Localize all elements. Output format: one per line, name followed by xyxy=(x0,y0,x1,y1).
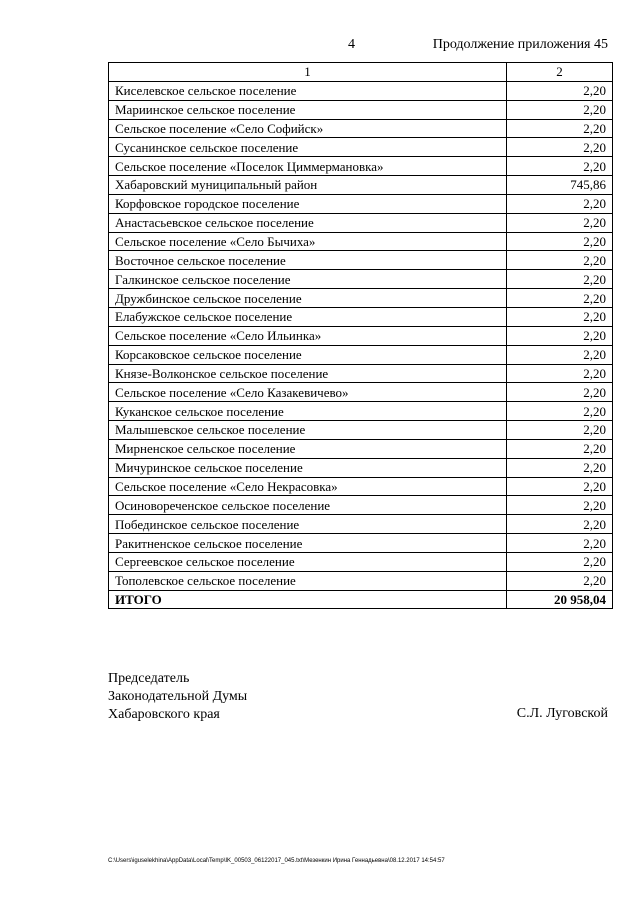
row-name: Киселевское сельское поселение xyxy=(109,81,507,100)
row-value: 2,20 xyxy=(507,364,613,383)
table-row xyxy=(109,326,613,345)
row-value: 2,20 xyxy=(507,119,613,138)
table-row xyxy=(109,100,613,119)
table-row xyxy=(109,383,613,402)
row-name: Тополевское сельское поселение xyxy=(109,571,507,590)
continuation-caption: Продолжение приложения 45 xyxy=(432,37,608,52)
row-name: Мариинское сельское поселение xyxy=(109,100,507,119)
row-name: Сельское поселение «Поселок Циммермановка» xyxy=(109,157,507,176)
row-name: Хабаровский муниципальный район xyxy=(109,176,507,195)
table-row xyxy=(109,232,613,251)
table-row xyxy=(109,213,613,232)
row-value: 2,20 xyxy=(507,515,613,534)
column-header-1: 1 xyxy=(109,63,507,82)
table-row xyxy=(109,194,613,213)
row-value: 2,20 xyxy=(507,100,613,119)
row-name: Сергеевское сельское поселение xyxy=(109,552,507,571)
row-value: 745,86 xyxy=(507,176,613,195)
row-value: 2,20 xyxy=(507,270,613,289)
table-row xyxy=(109,496,613,515)
row-value: 2,20 xyxy=(507,439,613,458)
table-row xyxy=(109,270,613,289)
row-value: 2,20 xyxy=(507,552,613,571)
row-name: Князе-Волконское сельское поселение xyxy=(109,364,507,383)
table-row xyxy=(109,571,613,590)
row-name: Елабужское сельское поселение xyxy=(109,307,507,326)
row-value: 2,20 xyxy=(507,194,613,213)
row-value: 2,20 xyxy=(507,213,613,232)
table-row xyxy=(109,289,613,308)
table-row xyxy=(109,307,613,326)
row-value: 2,20 xyxy=(507,138,613,157)
table-body xyxy=(109,81,613,609)
total-value: 20 958,04 xyxy=(507,590,613,609)
row-name: Корфовское городское поселение xyxy=(109,194,507,213)
row-value: 2,20 xyxy=(507,251,613,270)
table-row xyxy=(109,157,613,176)
table-row xyxy=(109,364,613,383)
row-value: 2,20 xyxy=(507,402,613,421)
row-value: 2,20 xyxy=(507,345,613,364)
signer-name: С.Л. Луговской xyxy=(516,706,608,721)
row-name: Осиновореченское сельское поселение xyxy=(109,496,507,515)
table-row xyxy=(109,534,613,553)
table-header-row xyxy=(109,63,613,82)
page-number: 4 xyxy=(348,37,355,52)
column-header-2: 2 xyxy=(507,63,613,82)
row-value: 2,20 xyxy=(507,477,613,496)
row-value: 2,20 xyxy=(507,232,613,251)
table-row xyxy=(109,552,613,571)
signature-line-2: Законодательной Думы xyxy=(108,689,248,704)
table-row xyxy=(109,421,613,440)
row-name: Сельское поселение «Село Ильинка» xyxy=(109,326,507,345)
row-value: 2,20 xyxy=(507,571,613,590)
allocation-table xyxy=(108,62,613,609)
signature-line-3: Хабаровского края xyxy=(108,707,220,722)
row-name: Малышевское сельское поселение xyxy=(109,421,507,440)
row-name: Сусанинское сельское поселение xyxy=(109,138,507,157)
row-name: Корсаковское сельское поселение xyxy=(109,345,507,364)
row-name: Сельское поселение «Село Софийск» xyxy=(109,119,507,138)
total-row xyxy=(109,590,613,609)
row-name: Мичуринское сельское поселение xyxy=(109,458,507,477)
row-name: Дружбинское сельское поселение xyxy=(109,289,507,308)
row-value: 2,20 xyxy=(507,496,613,515)
table-row xyxy=(109,119,613,138)
row-name: Сельское поселение «Село Некрасовка» xyxy=(109,477,507,496)
row-name: Куканское сельское поселение xyxy=(109,402,507,421)
table-row xyxy=(109,176,613,195)
row-value: 2,20 xyxy=(507,157,613,176)
row-value: 2,20 xyxy=(507,383,613,402)
row-value: 2,20 xyxy=(507,458,613,477)
row-name: Сельское поселение «Село Казакевичево» xyxy=(109,383,507,402)
footer-file-path: C:\Users\iguselekhina\AppData\Local\Temp\IK_00503_06122017_045.txt\Мезенкин Ирина Геннадьевна\08.12.2017 14:54:57 xyxy=(108,858,445,864)
table-row xyxy=(109,345,613,364)
row-value: 2,20 xyxy=(507,326,613,345)
row-value: 2,20 xyxy=(507,289,613,308)
table-row xyxy=(109,81,613,100)
row-value: 2,20 xyxy=(507,307,613,326)
row-name: Ракитненское сельское поселение xyxy=(109,534,507,553)
table-row xyxy=(109,402,613,421)
row-name: Мирненское сельское поселение xyxy=(109,439,507,458)
row-name: Побединское сельское поселение xyxy=(109,515,507,534)
table-row xyxy=(109,439,613,458)
total-label: ИТОГО xyxy=(109,590,507,609)
row-value: 2,20 xyxy=(507,534,613,553)
row-name: Анастасьевское сельское поселение xyxy=(109,213,507,232)
row-name: Восточное сельское поселение xyxy=(109,251,507,270)
table-row xyxy=(109,251,613,270)
row-value: 2,20 xyxy=(507,81,613,100)
table-row xyxy=(109,138,613,157)
row-name: Галкинское сельское поселение xyxy=(109,270,507,289)
table-row xyxy=(109,458,613,477)
signature-line-1: Председатель xyxy=(108,671,190,686)
table-row xyxy=(109,515,613,534)
row-name: Сельское поселение «Село Бычиха» xyxy=(109,232,507,251)
row-value: 2,20 xyxy=(507,421,613,440)
signature-block xyxy=(108,670,247,724)
table-row xyxy=(109,477,613,496)
